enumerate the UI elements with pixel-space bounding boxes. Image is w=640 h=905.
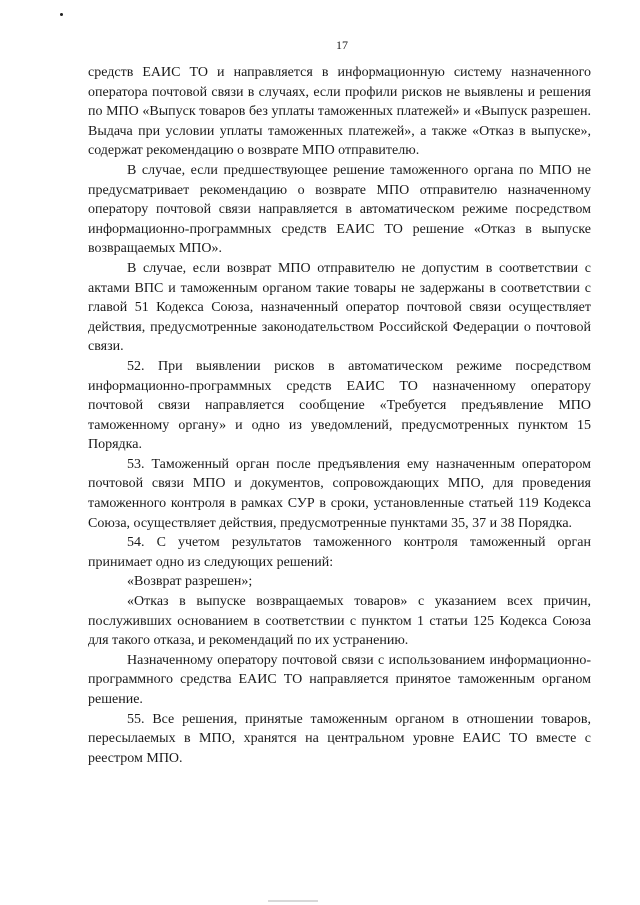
paragraph-item-53: 53. Таможенный орган после предъявления ему назначенным оператором почтовой связи МПО и документов, сопровождающих МПО, для проведения таможенного контроля в рамках СУР в сроки, установленные статьей 119 Кодекса Союза, осуществляет действия, предусмотренные пунктами 35, 37 и 38 Порядка. (88, 456, 591, 531)
paragraph: В случае, если возврат МПО отправителю не допустим в соответствии с актами ВПС и таможенным органом такие товары не задержаны в соответствии с главой 51 Кодекса Союза, назначенный оператор почтовой связи осуществляет действия, предусмотренные законодательством Российской Федерации о почтовой связи. (88, 260, 591, 355)
paragraph-item-55: 55. Все решения, принятые таможенным органом в отношении товаров, пересылаемых в МПО, хранятся на центральном уровне ЕАИС ТО вместе с реестром МПО. (88, 711, 591, 766)
paragraph: Назначенному оператору почтовой связи с использованием информационно-программного средства ЕАИС ТО направляется принятое таможенным органом решение. (88, 652, 591, 707)
scan-edge-mark (268, 900, 318, 902)
paragraph: В случае, если предшествующее решение таможенного органа по МПО не предусматривает рекомендацию о возврате МПО отправителю назначенному оператору почтовой связи направляется в автоматическом режиме посредством информационно-программных средств ЕАИС ТО решение «Отказ в выпуске возвращаемых МПО». (88, 162, 591, 257)
paragraph-item-54: 54. С учетом результатов таможенного контроля таможенный орган принимает одно из следующих решений: (88, 535, 591, 570)
scan-speck (60, 13, 63, 16)
paragraph-continuation: средств ЕАИС ТО и направляется в информационную систему назначенного оператора почтовой связи в случаях, если профили рисков не выявлены и решения по МПО «Выпуск товаров без уплаты таможенных платежей» и «Выпуск разрешен. Выдача при условии уплаты таможенных платежей», а также «Отказ в выпуске», содержат рекомендацию о возврате МПО отправителю. (88, 65, 591, 159)
body-text (88, 63, 591, 768)
page-number: 17 (336, 38, 348, 52)
paragraph-option: «Возврат разрешен»; (127, 574, 253, 590)
paragraph-option: «Отказ в выпуске возвращаемых товаров» с указанием всех причин, послуживших основанием в соответствии с пунктом 1 статьи 125 Кодекса Союза для такого отказа, и рекомендаций по их устранению. (88, 594, 591, 649)
paragraph-item-52: 52. При выявлении рисков в автоматическом режиме посредством информационно-программных средств ЕАИС ТО назначенному оператору почтовой связи направляется сообщение «Требуется предъявление МПО таможенному органу» и одно из уведомлений, предусмотренных пунктом 15 Порядка. (88, 358, 591, 453)
